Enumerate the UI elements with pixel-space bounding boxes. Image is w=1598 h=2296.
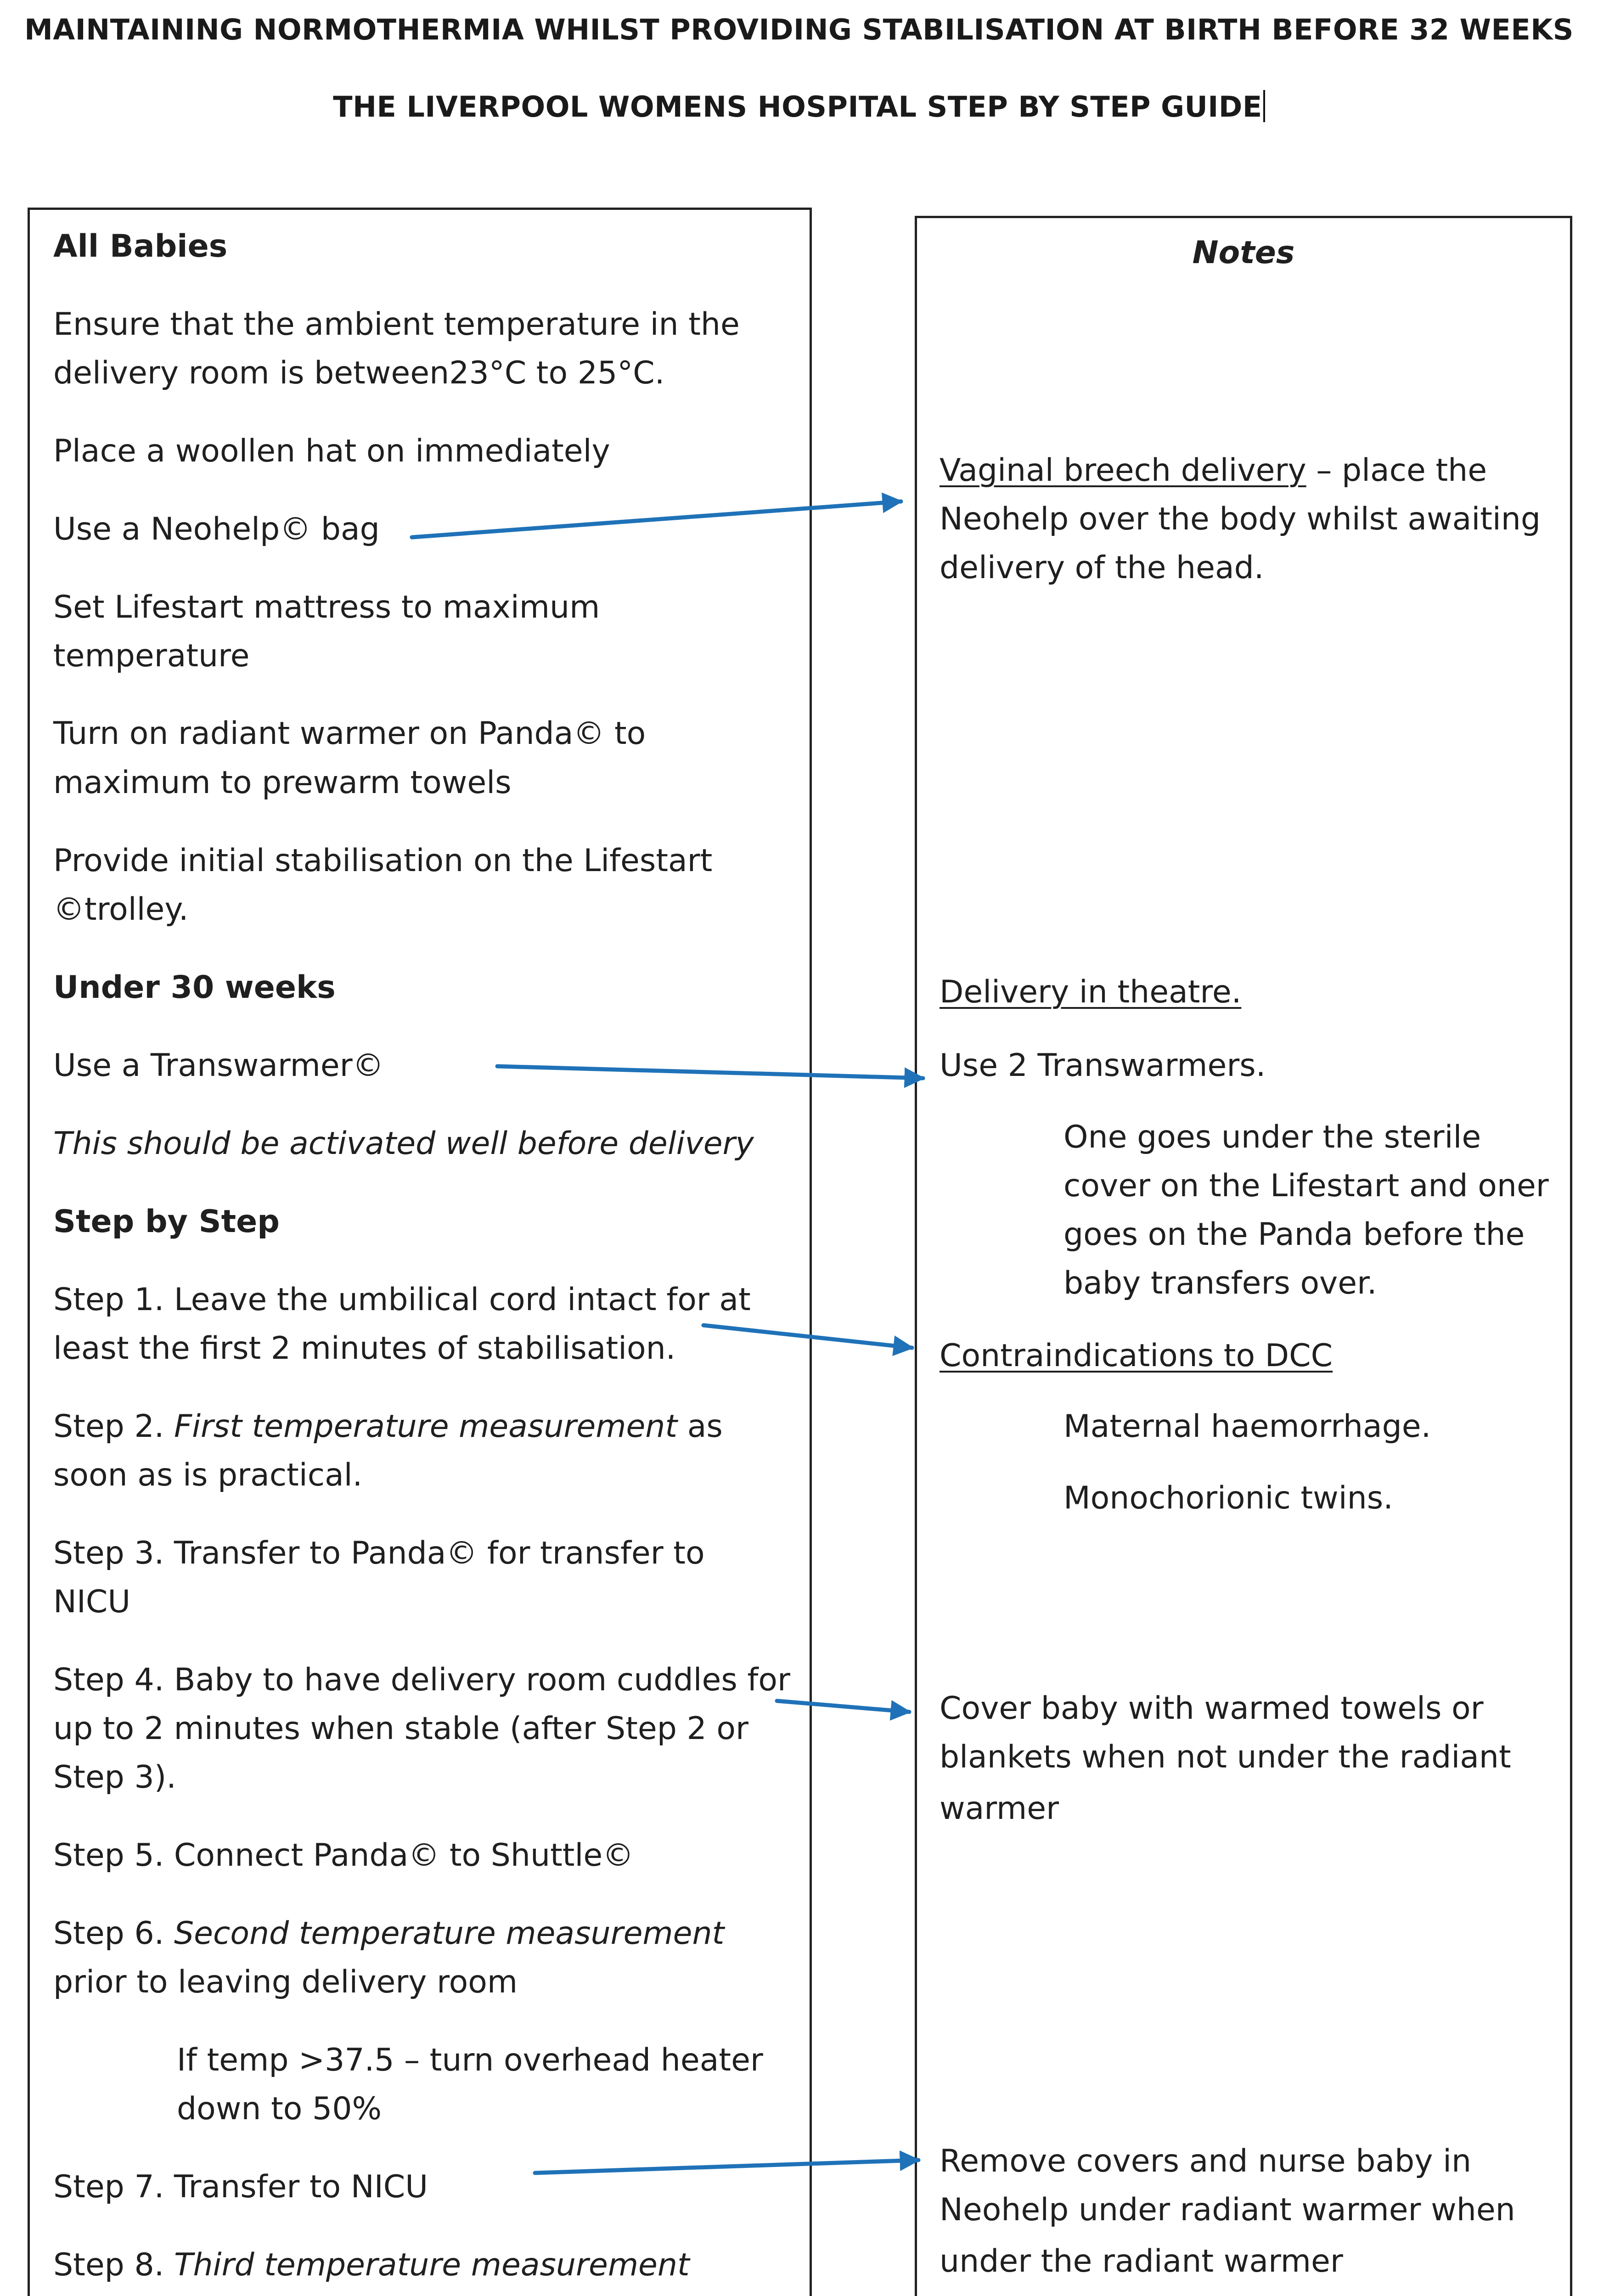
mattress-line2: temperature bbox=[53, 638, 250, 674]
two-transwarmers: Use 2 Transwarmers. bbox=[940, 1047, 1266, 1084]
breech-line3: delivery of the head. bbox=[940, 550, 1264, 586]
activation-note: This should be activated well before delivery bbox=[53, 1125, 754, 1162]
step6-prefix: Step 6. bbox=[53, 1915, 164, 1952]
step5-item: Step 5. Connect Panda© to Shuttle© bbox=[53, 1837, 634, 1874]
step8-prefix: Step 8. bbox=[53, 2247, 164, 2283]
step1-line1: Step 1. Leave the umbilical cord intact for at bbox=[53, 1282, 751, 1318]
step2-line2: soon as is practical. bbox=[53, 1457, 363, 1493]
document-subtitle-text: THE LIVERPOOL WOMENS HOSPITAL STEP BY STEP GUIDE bbox=[333, 90, 1262, 124]
step3-line1: Step 3. Transfer to Panda© for transfer to bbox=[53, 1535, 705, 1571]
breech-line2: Neohelp over the body whilst awaiting bbox=[940, 501, 1541, 537]
transwarmer-note-line1: One goes under the sterile bbox=[1063, 1119, 1481, 1155]
arrow-transwarmer-to-theatre bbox=[497, 1066, 923, 1078]
step6-emphasis: Second temperature measurement bbox=[174, 1915, 725, 1952]
step4-line2: up to 2 minutes when stable (after Step 2 or bbox=[53, 1711, 748, 1747]
monochorionic-twins: Monochorionic twins. bbox=[1063, 1480, 1393, 1516]
breech-heading: Vaginal breech delivery bbox=[940, 452, 1306, 489]
step2-emphasis: First temperature measurement bbox=[174, 1408, 678, 1445]
arrow-neohelp-to-breech bbox=[412, 501, 901, 537]
radiant-warmer-line2: maximum to prewarm towels bbox=[53, 765, 512, 801]
neohelp-bag-item: Use a Neohelp© bag bbox=[53, 511, 380, 547]
transwarmer-item: Use a Transwarmer© bbox=[53, 1047, 384, 1084]
cover-baby-line1: Cover baby with warmed towels or bbox=[940, 1690, 1484, 1727]
maternal-haemorrhage: Maternal haemorrhage. bbox=[1063, 1408, 1431, 1445]
stabilisation-line1: Provide initial stabilisation on the Lifestart bbox=[53, 843, 713, 879]
remove-covers-line3: under the radiant warmer bbox=[940, 2243, 1343, 2279]
step2-prefix: Step 2. bbox=[53, 1408, 164, 1445]
transwarmer-note-line3: goes on the Panda before the bbox=[1063, 1216, 1525, 1253]
arrow-step7-to-remove bbox=[535, 2160, 918, 2173]
ambient-temperature-line2: delivery room is between23°C to 25°C. bbox=[53, 355, 665, 391]
step4-line3: Step 3). bbox=[53, 1759, 176, 1795]
dcc-contraindications-heading: Contraindications to DCC bbox=[940, 1338, 1333, 1374]
theatre-heading: Delivery in theatre. bbox=[940, 974, 1242, 1010]
document-title: MAINTAINING NORMOTHERMIA WHILST PROVIDING STABILISATION AT BIRTH BEFORE 32 WEEKS bbox=[24, 13, 1574, 46]
arrow-step1-to-dcc bbox=[703, 1325, 912, 1348]
woollen-hat-item: Place a woollen hat on immediately bbox=[53, 433, 610, 469]
arrow-step4-to-cover bbox=[777, 1701, 909, 1712]
notes-heading: Notes bbox=[1192, 235, 1295, 271]
step8-emphasis: Third temperature measurement bbox=[174, 2247, 690, 2283]
step1-line2: least the first 2 minutes of stabilisation. bbox=[53, 1330, 676, 1367]
under-30-weeks-heading: Under 30 weeks bbox=[53, 969, 336, 1006]
temperature-rule-line1: If temp >37.5 – turn overhead heater bbox=[177, 2042, 763, 2078]
step7-item: Step 7. Transfer to NICU bbox=[53, 2169, 428, 2205]
ambient-temperature-line1: Ensure that the ambient temperature in the bbox=[53, 306, 740, 343]
remove-covers-line2: Neohelp under radiant warmer when bbox=[940, 2192, 1515, 2228]
mattress-line1: Set Lifestart mattress to maximum bbox=[53, 589, 600, 625]
radiant-warmer-line1: Turn on radiant warmer on Panda© to bbox=[53, 715, 646, 752]
transwarmer-note-line4: baby transfers over. bbox=[1063, 1265, 1377, 1301]
step6-line2: prior to leaving delivery room bbox=[53, 1964, 518, 2000]
cover-baby-line2: blankets when not under the radiant bbox=[940, 1739, 1511, 1775]
all-babies-heading: All Babies bbox=[53, 228, 228, 264]
stabilisation-line2: ©trolley. bbox=[53, 891, 189, 928]
temperature-rule-line2: down to 50% bbox=[177, 2091, 382, 2127]
step3-line2: NICU bbox=[53, 1584, 131, 1620]
remove-covers-line1: Remove covers and nurse baby in bbox=[940, 2143, 1472, 2179]
cover-baby-line3: warmer bbox=[940, 1790, 1059, 1827]
breech-rest: – place the bbox=[1316, 452, 1487, 489]
step2-suffix: as bbox=[687, 1408, 723, 1445]
transwarmer-note-line2: cover on the Lifestart and oner bbox=[1063, 1168, 1549, 1204]
step4-line1: Step 4. Baby to have delivery room cuddles for bbox=[53, 1662, 790, 1698]
step-by-step-heading: Step by Step bbox=[53, 1204, 280, 1240]
